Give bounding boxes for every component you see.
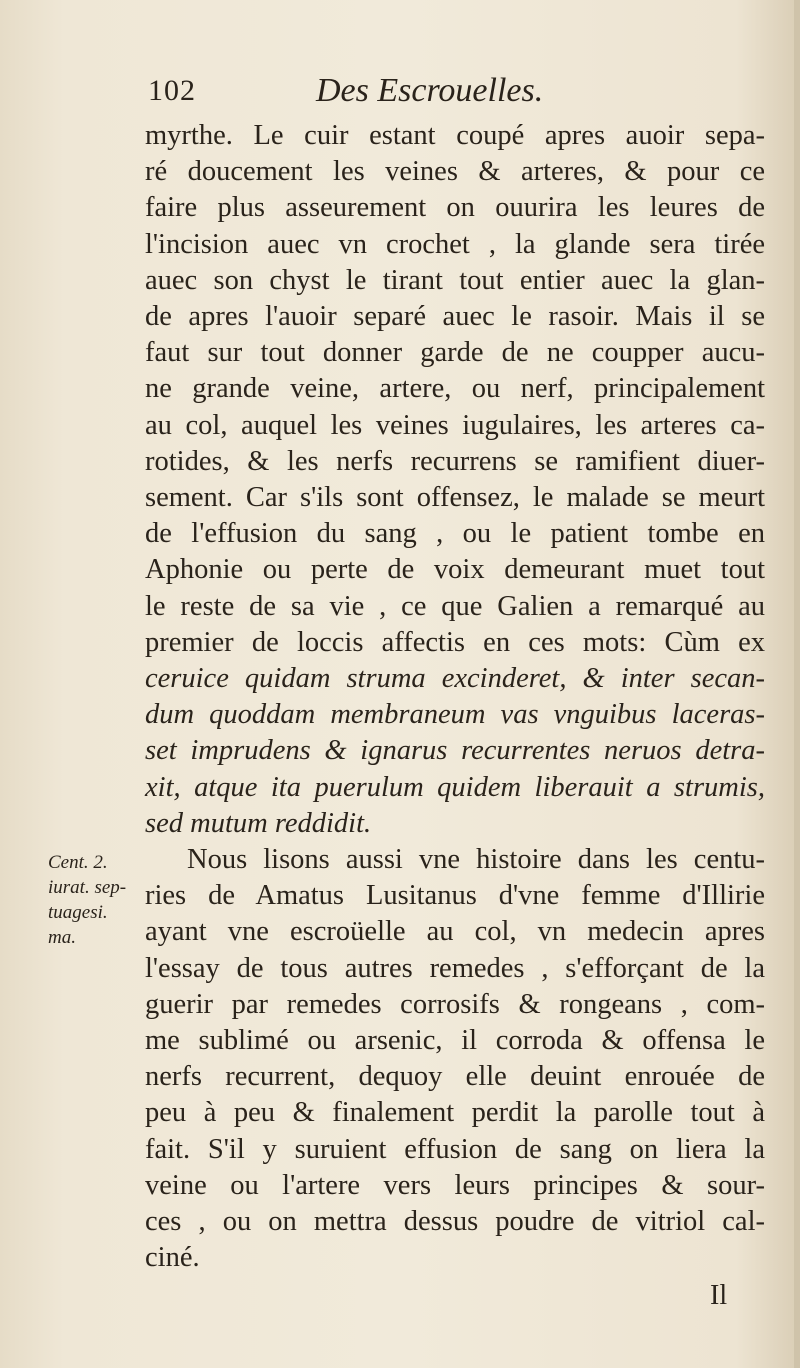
margin-note-line: tuagesi.: [48, 902, 108, 923]
text-line: faut sur tout donner garde de ne coupper aucu-: [145, 337, 765, 369]
text-line: nerfs recurrent, dequoy elle deuint enrouée de: [145, 1061, 765, 1093]
text-line: myrthe. Le cuir estant coupé apres auoir sepa-: [145, 120, 765, 151]
text-line: ciné.: [145, 1242, 200, 1274]
text-line: ne grande veine, artere, ou nerf, principalement: [145, 373, 765, 405]
catchword: Il: [710, 1280, 728, 1311]
text-line: guerir par remedes corrosifs & rongeans , com-: [145, 988, 765, 1020]
text-line: le reste de sa vie , ce que Galien a remarqué au: [145, 590, 765, 622]
latin-quote-line: xit, atque ita puerulum quidem liberauit a strumis,: [145, 771, 765, 803]
text-line: au col, auquel les veines iugulaires, les arteres ca-: [145, 409, 765, 441]
text-line: ayant vne escroüelle au col, vn medecin apres: [145, 916, 765, 948]
text-line: me sublimé ou arsenic, il corroda & offensa le: [145, 1025, 765, 1057]
text-line: ries de Amatus Lusitanus d'vne femme d'Illirie: [145, 880, 765, 912]
page-number: 102: [148, 74, 196, 107]
text-line: ces , ou on mettra dessus poudre de vitriol cal-: [145, 1206, 765, 1238]
text-line: sement. Car s'ils sont offensez, le malade se meurt: [145, 482, 765, 514]
text-line: premier de loccis affectis en ces mots: Cùm ex: [145, 626, 765, 658]
text-line: de l'effusion du sang , ou le patient tombe en: [145, 518, 765, 550]
text-line: fait. S'il y suruient effusion de sang on liera la: [145, 1133, 765, 1165]
text-line: peu à peu & finalement perdit la parolle tout à: [145, 1097, 765, 1129]
latin-quote-line: dum quoddam membraneum vas vnguibus laceras-: [145, 699, 765, 731]
running-title: Des Escrouelles.: [316, 72, 544, 109]
body-text: [145, 118, 765, 1277]
text-line: de apres l'auoir separé auec le rasoir. Mais il se: [145, 301, 765, 333]
text-line: Aphonie ou perte de voix demeurant muet tout: [145, 554, 765, 586]
text-line: l'incision auec vn crochet , la glande sera tirée: [145, 228, 765, 260]
text-line: auec son chyst le tirant tout entier auec la glan-: [145, 264, 765, 296]
text-line: faire plus asseurement on ouurira les leures de: [145, 192, 765, 224]
margin-note-line: iurat. sep-: [48, 877, 127, 898]
margin-note: [48, 850, 148, 950]
margin-note-line: ma.: [48, 927, 76, 948]
text-line: l'essay de tous autres remedes , s'efforçant de la: [145, 952, 765, 984]
text-line: rotides, & les nerfs recurrens se ramifient diuer-: [145, 445, 765, 477]
latin-quote-line: ceruice quidam struma excinderet, & inter secan-: [145, 663, 765, 695]
text-line: veine ou l'artere vers leurs principes & sour-: [145, 1169, 765, 1201]
page-header: [148, 72, 768, 116]
text-line: ré doucement les veines & arteres, & pour ce: [145, 156, 765, 188]
latin-quote-line: sed mutum reddidit.: [145, 807, 372, 839]
margin-note-line: Cent. 2.: [48, 852, 108, 873]
latin-quote-line: set imprudens & ignarus recurrentes neruos detra-: [145, 735, 765, 767]
text-line: Nous lisons aussi vne histoire dans les centu-: [187, 844, 765, 876]
